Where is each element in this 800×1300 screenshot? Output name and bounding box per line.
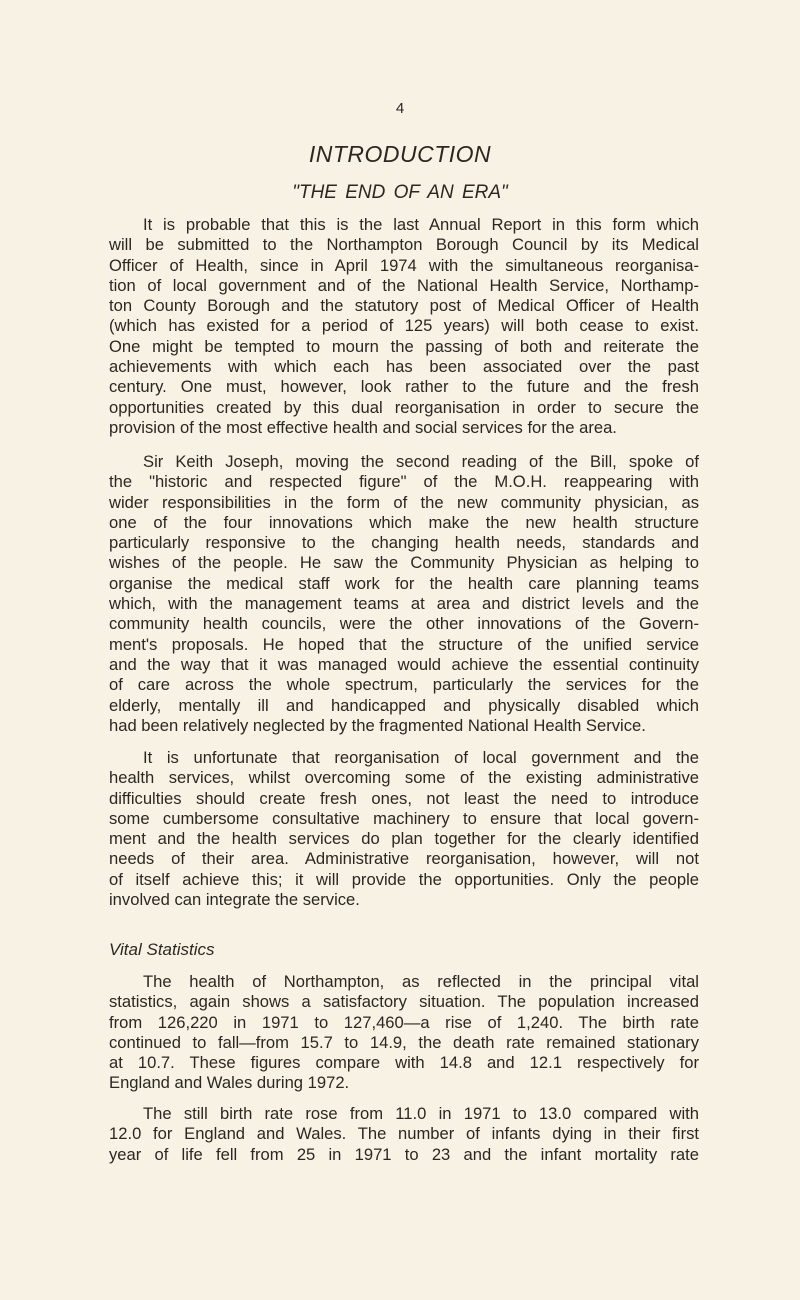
text-line: Officer of Health, since in April 1974 with the simultaneous reorganisa- — [109, 255, 699, 275]
text-line: provision of the most effective health and social services for the area. — [109, 417, 617, 437]
text-line: at 10.7. These figures compare with 14.8 and 12.1 respectively for — [109, 1053, 699, 1073]
text-line: from 126,220 in 1971 to 127,460—a rise of 1,240. The birth rate — [109, 1012, 699, 1032]
text-line: of itself achieve this; it will provide the opportunities. Only the people — [109, 869, 699, 889]
text-line: tion of local government and of the National Health Service, Northamp- — [109, 275, 699, 295]
text-line: community health councils, were the other innovations of the Govern- — [109, 614, 699, 634]
text-line: 12.0 for England and Wales. The number of infants dying in their first — [109, 1124, 699, 1144]
text-line: It is probable that this is the last Annual Report in this form which — [143, 215, 699, 234]
text-line: will be submitted to the Northampton Borough Council by its Medical — [109, 235, 699, 255]
text-line: England and Wales during 1972. — [109, 1073, 350, 1093]
text-line: ment and the health services do plan together for the clearly identified — [109, 829, 699, 849]
text-line: and the way that it was managed would achieve the essential continuity — [109, 654, 699, 674]
text-line: statistics, again shows a satisfactory situation. The population increased — [109, 992, 699, 1012]
paragraph-5 — [109, 1104, 699, 1165]
text-line: which, with the management teams at area and district levels and the — [109, 594, 699, 614]
text-line: century. One must, however, look rather to the future and the fresh — [109, 377, 699, 397]
paragraph-3 — [109, 748, 699, 910]
text-line: involved can integrate the service. — [109, 890, 360, 910]
text-line: continued to fall—from 15.7 to 14.9, the death rate remained stationary — [109, 1032, 699, 1052]
text-line: year of life fell from 25 in 1971 to 23 and the infant mortality rate — [109, 1144, 699, 1164]
paragraph-2 — [109, 452, 699, 736]
text-line: achievements with which each has been associated over the past — [109, 357, 699, 377]
page-number: 4 — [395, 100, 405, 117]
text-line: of care across the whole spectrum, particularly the services for the — [109, 675, 699, 695]
text-line: some cumbersome consultative machinery to ensure that local govern- — [109, 808, 699, 828]
text-line: elderly, mentally ill and handicapped and physically disabled which — [109, 695, 699, 715]
text-line: ment's proposals. He hoped that the structure of the unified service — [109, 634, 699, 654]
text-line: one of the four innovations which make the new health structure — [109, 512, 699, 532]
text-line: One might be tempted to mourn the passing of both and reiterate the — [109, 336, 699, 356]
page-subtitle: "THE END OF AN ERA" — [292, 182, 508, 203]
text-line: wishes of the people. He saw the Community Physician as helping to — [109, 553, 699, 573]
paragraph-4 — [109, 972, 699, 1094]
text-line: organise the medical staff work for the health care planning teams — [109, 573, 699, 593]
text-line: needs of their area. Administrative reorganisation, however, will not — [109, 849, 699, 869]
text-line: opportunities created by this dual reorganisation in order to secure the — [109, 397, 699, 417]
text-line: ton County Borough and the statutory post of Medical Officer of Health — [109, 296, 699, 316]
text-line: Sir Keith Joseph, moving the second reading of the Bill, spoke of — [143, 452, 699, 471]
text-line: health services, whilst overcoming some of the existing administrative — [109, 768, 699, 788]
page-title: INTRODUCTION — [308, 141, 492, 167]
section-heading-vital-statistics: Vital Statistics — [109, 940, 215, 959]
text-line: difficulties should create fresh ones, not least the need to introduce — [109, 788, 699, 808]
text-line: The health of Northampton, as reflected in the principal vital — [143, 972, 699, 991]
text-line: had been relatively neglected by the fragmented National Health Service. — [109, 715, 646, 735]
text-line: (which has existed for a period of 125 years) will both cease to exist. — [109, 316, 699, 336]
text-line: wider responsibilities in the form of the new community physician, as — [109, 492, 699, 512]
text-line: The still birth rate rose from 11.0 in 1971 to 13.0 compared with — [143, 1104, 699, 1123]
text-line: particularly responsive to the changing health needs, standards and — [109, 533, 699, 553]
text-line: It is unfortunate that reorganisation of local government and the — [143, 748, 699, 767]
text-line: the "historic and respected figure" of the M.O.H. reappearing with — [109, 472, 699, 492]
paragraph-1 — [109, 215, 699, 438]
